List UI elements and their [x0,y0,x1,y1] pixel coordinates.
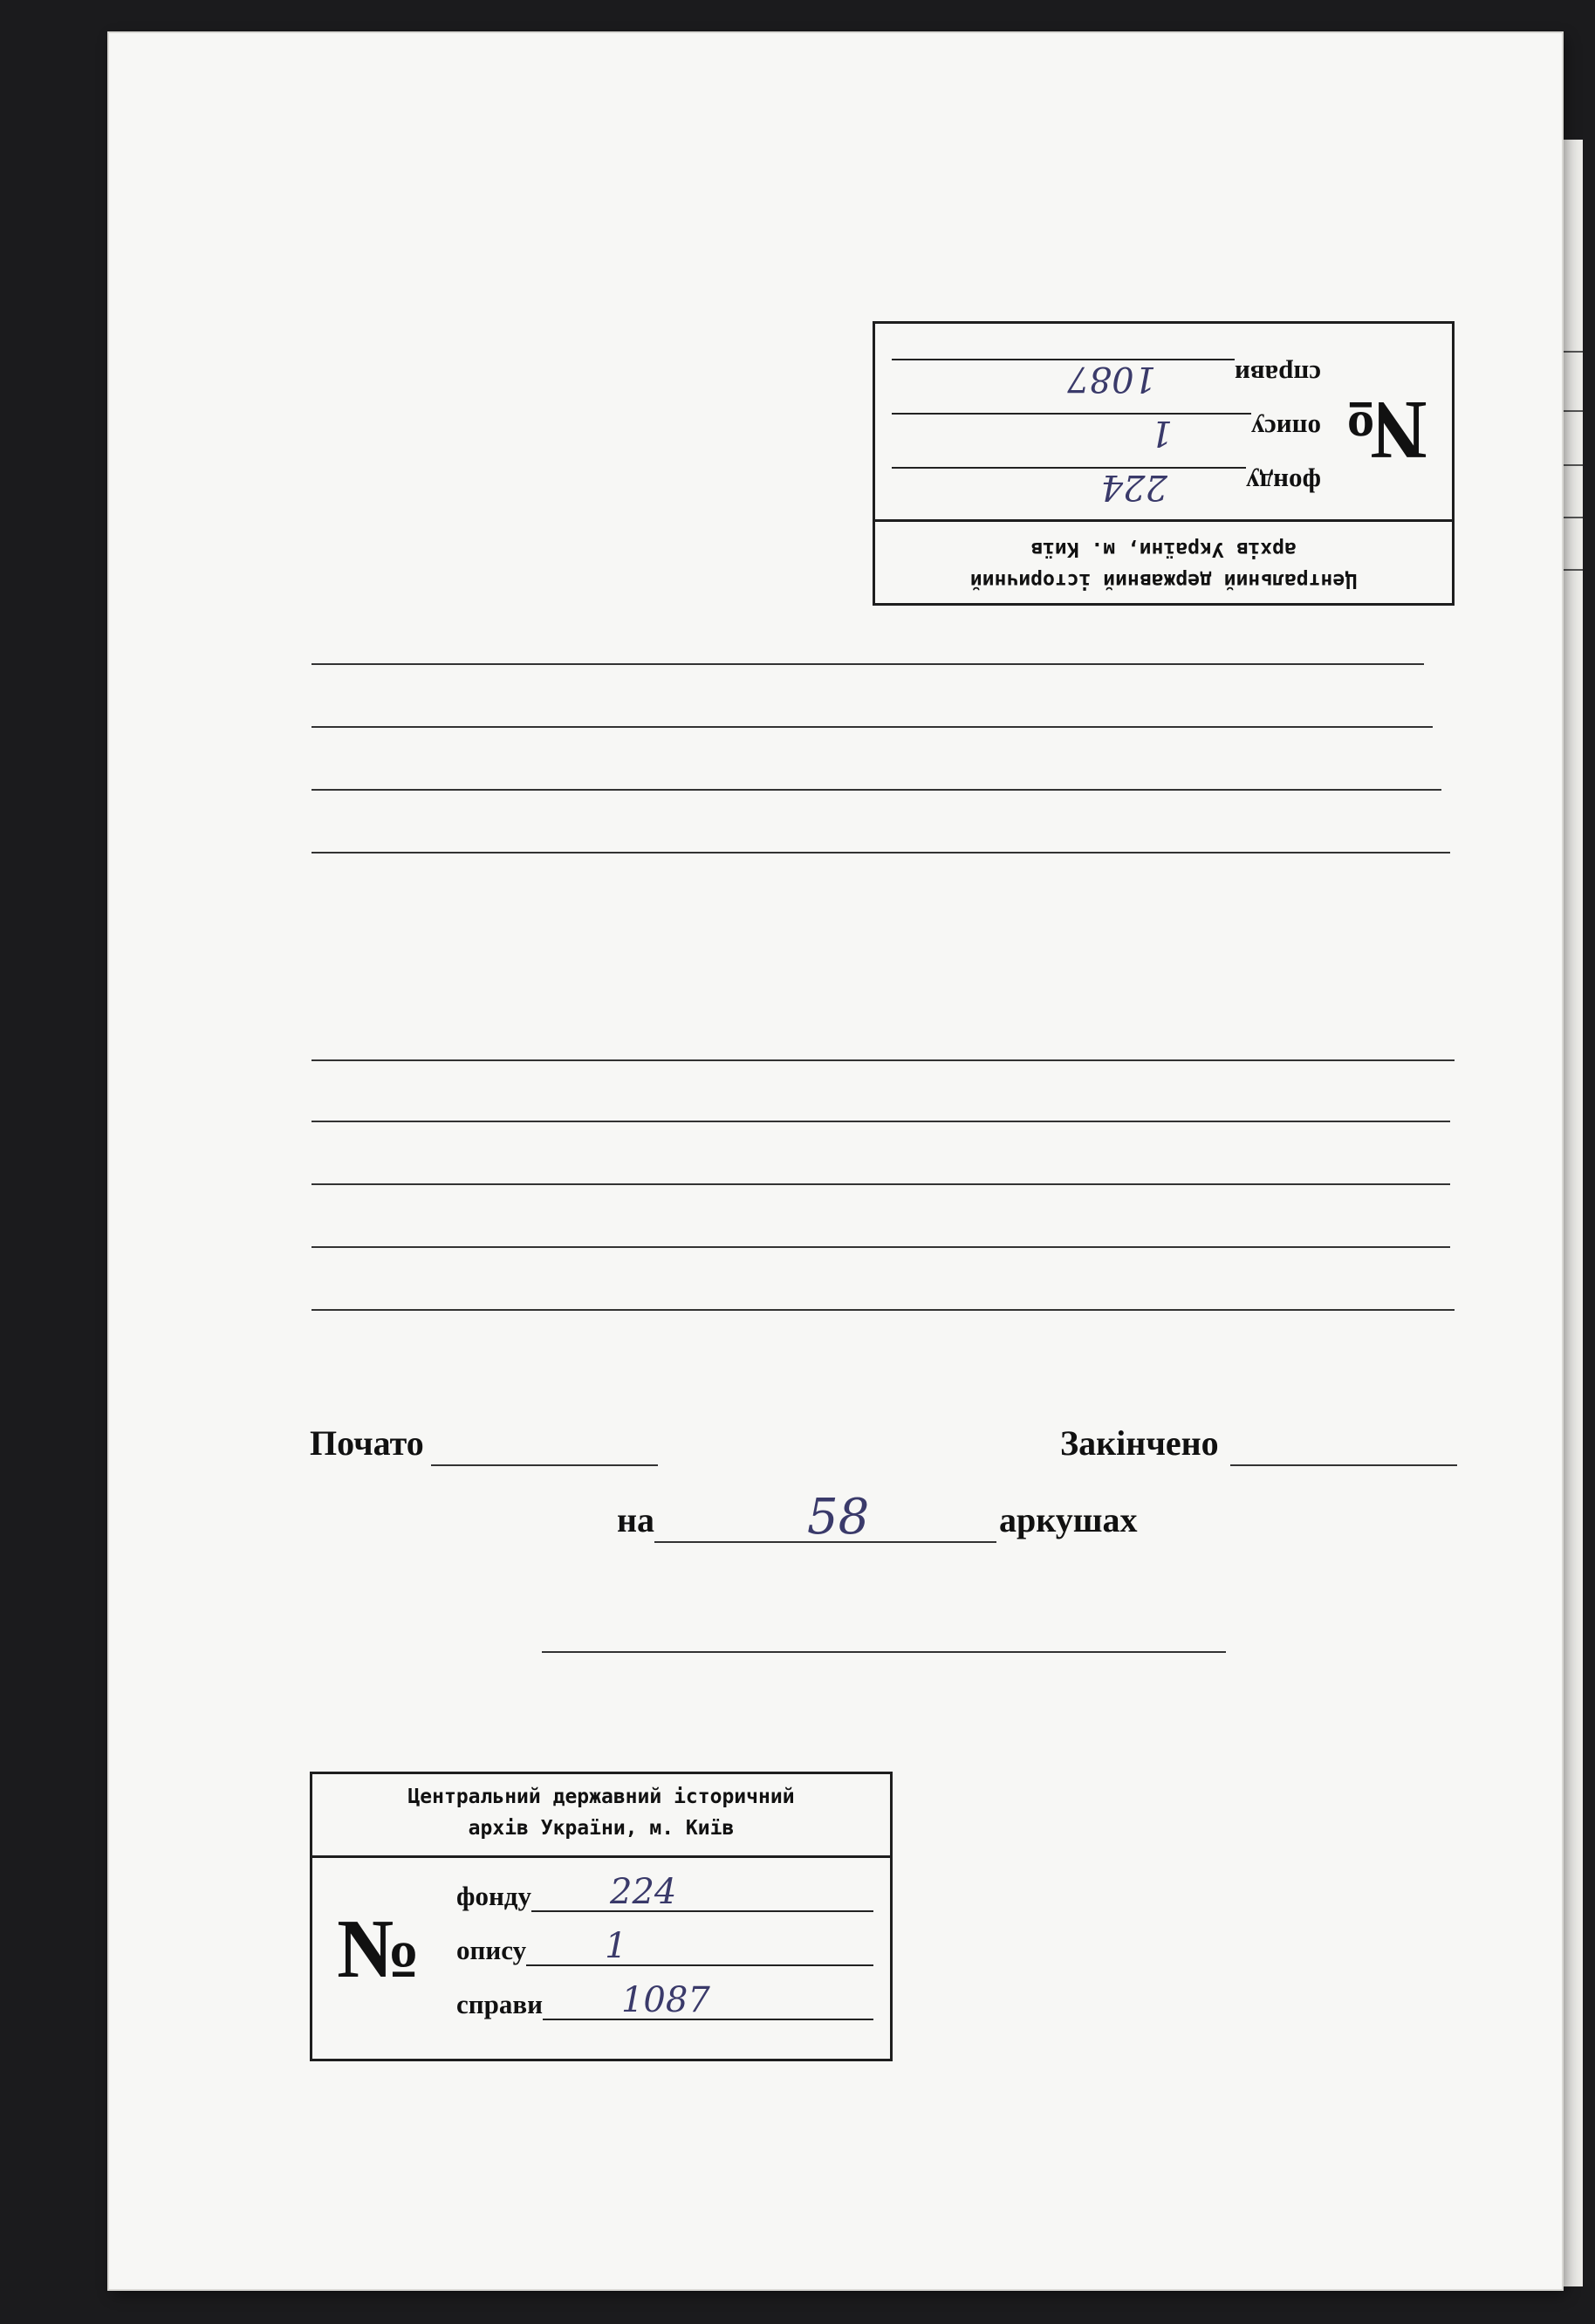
file-row [456,1978,873,2020]
finished-date-line [1230,1464,1457,1466]
inventory-label: опису [1250,414,1321,444]
sheets-label: аркушах [999,1500,1138,1539]
title-line [311,726,1433,728]
title-line [311,1246,1450,1248]
fund-field [892,467,1246,509]
file-field [892,359,1235,401]
title-line [311,663,1424,665]
file-value: 1087 [620,1980,710,2020]
fund-label: фонду [1246,468,1321,498]
inventory-field [526,1924,873,1966]
edge-mark [1558,569,1583,571]
upside-down-archive-stamp [873,321,1455,606]
edge-mark [1558,410,1583,412]
fund-value: 224 [1100,467,1167,507]
edge-mark [1558,351,1583,353]
title-line [311,852,1450,854]
fund-field [531,1870,873,1912]
started-date-line [431,1464,658,1466]
edge-mark [1558,517,1583,518]
archive-name-line-1: Центральний державний історичний [969,569,1358,592]
fund-row [892,467,1321,509]
fund-label: фонду [456,1881,531,1911]
finished-label: Закінчено [1060,1423,1219,1463]
title-line [311,1059,1455,1061]
archive-stamp [310,1772,893,2061]
archive-name-line-2: архів України, м. Київ [468,1817,735,1840]
file-row [892,359,1321,401]
file-cover-page [109,33,1562,2289]
sheets-count-value: 58 [807,1489,870,1546]
fund-row [456,1870,873,1912]
fund-value: 224 [610,1872,677,1912]
edge-mark [1558,464,1583,466]
file-label: справи [1235,360,1321,390]
on-label: на [617,1500,655,1539]
number-sign: № [337,1902,421,1995]
archive-name-line-1: Центральний державний історичний [407,1786,795,1808]
separator-line [542,1651,1226,1653]
inventory-field [892,413,1251,455]
inventory-row [456,1924,873,1966]
title-line [311,1121,1450,1122]
file-label: справи [456,1989,543,2019]
inventory-value: 1 [1150,413,1173,453]
file-value: 1087 [1067,359,1157,399]
started-label: Почато [310,1423,424,1463]
title-line [311,1183,1450,1185]
inventory-label: опису [456,1935,527,1965]
number-sign: № [1343,384,1427,477]
title-line [311,1309,1455,1311]
inventory-row [892,413,1321,455]
file-field [543,1978,873,2020]
archive-name-line-2: архів України, м. Київ [1030,538,1297,560]
inventory-value: 1 [605,1926,627,1966]
title-line [311,789,1441,791]
